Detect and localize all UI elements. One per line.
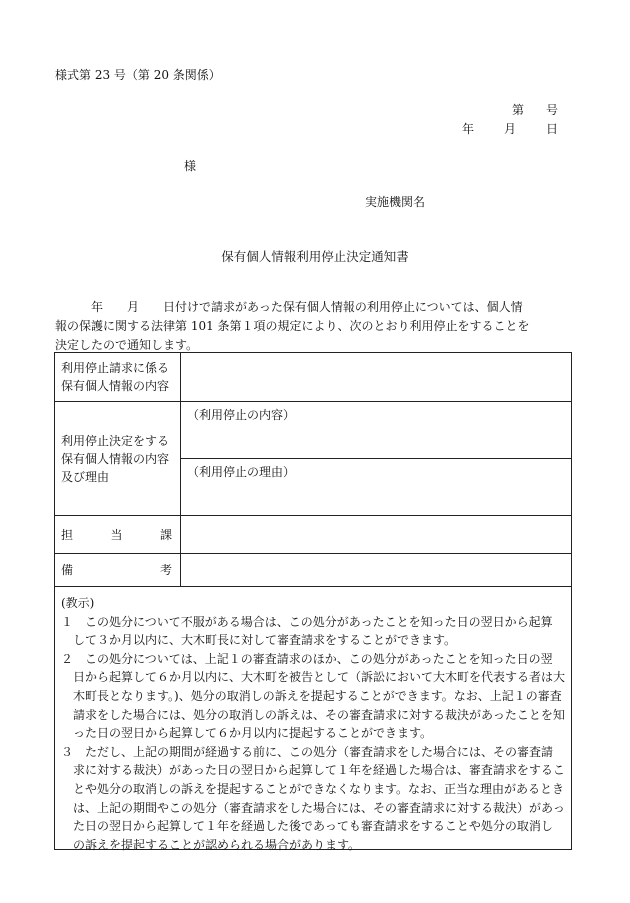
notice-line: ３ ただし、上記の期間が経過する前に、この処分（審査請求をした場合には、その審査請 [61, 744, 554, 759]
page-title: 保有個人情報利用停止決定通知書 [221, 249, 409, 264]
date-day: 日 [545, 122, 558, 136]
doc-number-label: 第 [511, 103, 524, 117]
form-number: 様式第 23 号（第 20 条関係） [55, 68, 221, 82]
request-content-value [181, 353, 572, 402]
department-value [181, 516, 572, 554]
suspension-content-label: （利用停止の内容） [187, 408, 296, 422]
notice-line: して３か月以内に、大木町長に対して審査請求をすることができます。 [61, 633, 457, 648]
department-label: 担 当 課 [55, 516, 181, 554]
intro-line: 決定したので通知します。 [55, 338, 199, 352]
table-row [55, 516, 572, 554]
agency-name: 実施機関名 [365, 195, 426, 209]
remarks-value [181, 554, 572, 587]
suspension-content-cell [181, 402, 572, 459]
intro-line: 報の保護に関する法律第 101 条第１項の規定により、次のとおり利用停止をすることを [55, 319, 530, 333]
addressee: 様 [184, 159, 197, 173]
table-row [55, 402, 572, 459]
suspension-reason-cell [181, 459, 572, 516]
intro-line: 年 月 日付けで請求があった保有個人情報の利用停止については、個人情 [55, 300, 523, 314]
notice-line: 求に対する裁決）があった日の翌日から起算して１年を経過した場合は、審査請求をするこ [61, 763, 565, 778]
decision-content-label: 利用停止決定をする 保有個人情報の内容 及び理由 [55, 402, 181, 516]
notice-line: 日から起算して６か月以内に、大木町を被告として（訴訟において大木町を代表する者は大 [61, 670, 566, 685]
decision-table [54, 352, 572, 587]
intro-paragraph [55, 298, 570, 355]
table-row [55, 554, 572, 587]
doc-number-suffix: 号 [545, 103, 558, 117]
notice-line: た日の翌日から起算して１年を経過した後であっても審査請求をすることや処分の取消し [61, 819, 553, 834]
notice-line: 木町長となります。)、処分の取消しの訴えを提起することができます。なお、上記１の審査 [61, 688, 562, 703]
notice-line: の訴えを提起することが認められる場合があります。 [61, 837, 361, 852]
remarks-label: 備 考 [55, 554, 181, 587]
notice-line: は、上記の期間やこの処分（審査請求をした場合には、その審査請求に対する裁決）があっ [61, 800, 565, 815]
document-date [462, 120, 558, 137]
date-month: 月 [503, 122, 516, 136]
notice-line: ２ この処分については、上記１の審査請求のほか、この処分があったことを知った日の翌 [61, 651, 553, 666]
notice-line: とや処分の取消しの訴えを提起することができなくなります。なお、正当な理由があるとき [61, 781, 565, 796]
suspension-reason-label: （利用停止の理由） [187, 465, 296, 479]
document-number [512, 101, 558, 118]
instruction-notice [54, 584, 572, 850]
request-content-label: 利用停止請求に係る 保有個人情報の内容 [55, 353, 181, 402]
table-row [55, 353, 572, 402]
notice-line: １ この処分について不服がある場合は、この処分があったことを知った日の翌日から起算 [61, 614, 553, 629]
notice-heading: (教示) [61, 596, 95, 610]
notice-line: った日の翌日から起算して６か月以内に提起することができます。 [61, 726, 433, 741]
date-year: 年 [461, 122, 474, 136]
notice-line: 請求をした場合には、処分の取消しの訴えは、その審査請求に対する裁決があったことを知 [61, 707, 565, 722]
